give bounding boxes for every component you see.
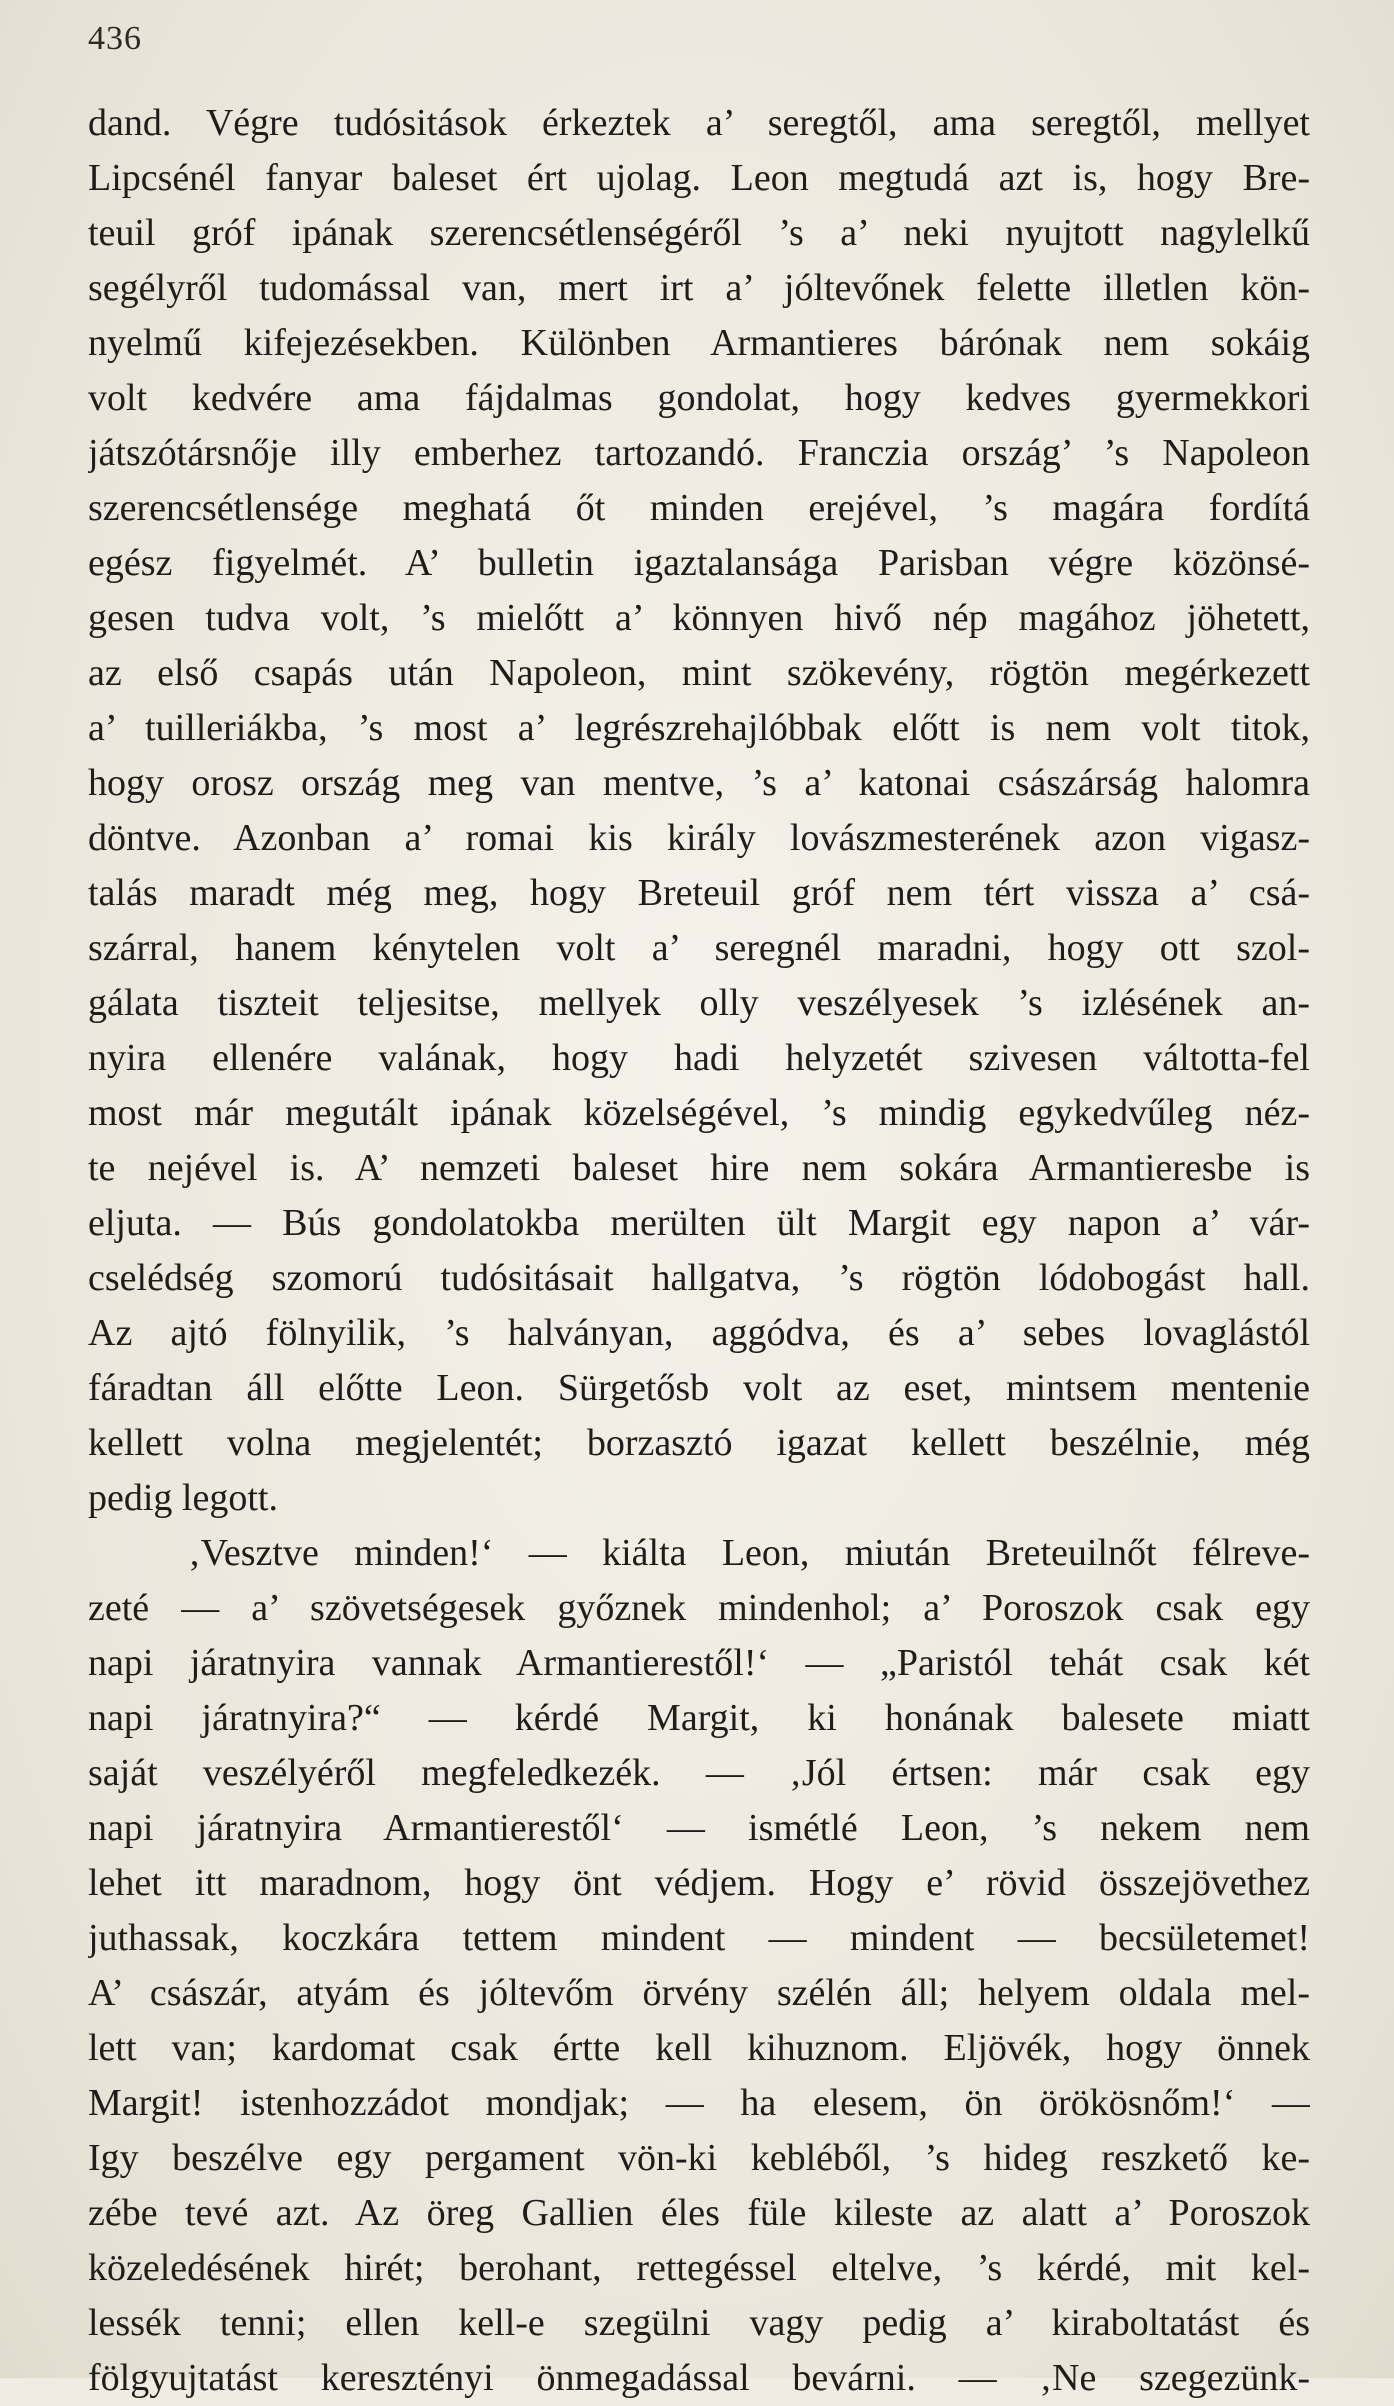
- text-line: fölgyujtatást keresztényi önmegadással bevárni. — ‚Ne szegezünk-: [88, 2357, 1310, 2399]
- text-line: volt kedvére ama fájdalmas gondolat, hogy kedves gyermekkori: [88, 377, 1310, 419]
- text-line: napi járatnyira Armantierestől‘ — ismétlé Leon, ’s nekem nem: [88, 1807, 1310, 1849]
- text-line: játszótársnője illy emberhez tartozandó. Franczia ország’ ’s Napoleon: [88, 432, 1310, 474]
- text-line: nyira ellenére valának, hogy hadi helyzetét szivesen váltotta-fel: [88, 1037, 1310, 1079]
- text-line: Margit! istenhozzádot mondjak; — ha elesem, ön örökösnőm!‘ —: [88, 2082, 1310, 2124]
- text-line: saját veszélyéről megfeledkezék. — ‚Jól értsen: már csak egy: [88, 1752, 1310, 1794]
- text-line: Lipcsénél fanyar baleset ért ujolag. Leon megtudá azt is, hogy Bre-: [88, 157, 1310, 199]
- text-line: gesen tudva volt, ’s mielőtt a’ könnyen hivő nép magához jöhetett,: [88, 597, 1310, 639]
- text-line: lehet itt maradnom, hogy önt védjem. Hogy e’ rövid összejövethez: [88, 1862, 1310, 1904]
- text-line: Igy beszélve egy pergament vön-ki kebléből, ’s hideg reszkető ke-: [88, 2137, 1310, 2179]
- text-line: kellett volna megjelentét; borzasztó igazat kellett beszélnie, még: [88, 1422, 1310, 1464]
- text-line: ‚Vesztve minden!‘ — kiálta Leon, miután Breteuilnőt félreve-: [188, 1532, 1310, 1574]
- text-line: eljuta. — Bús gondolatokba merülten ült Margit egy napon a’ vár-: [88, 1202, 1310, 1244]
- text-line: egész figyelmét. A’ bulletin igaztalansága Parisban végre közönsé-: [88, 542, 1310, 584]
- text-line: dand. Végre tudósitások érkeztek a’ seregtől, ama seregtől, mellyet: [88, 102, 1310, 144]
- text-line: nyelmű kifejezésekben. Különben Armantieres bárónak nem sokáig: [88, 322, 1310, 364]
- text-line: döntve. Azonban a’ romai kis király lovászmesterének azon vigasz-: [88, 817, 1310, 859]
- text-line: segélyről tudomással van, mert irt a’ jóltevőnek felette illetlen kön-: [88, 267, 1310, 309]
- text-line: a’ tuilleriákba, ’s most a’ legrészrehajlóbbak előtt is nem volt titok,: [88, 707, 1310, 749]
- text-line: hogy orosz ország meg van mentve, ’s a’ katonai császárság halomra: [88, 762, 1310, 804]
- text-line: te nejével is. A’ nemzeti baleset hire nem sokára Armantieresbe is: [88, 1147, 1310, 1189]
- text-line: szárral, hanem kénytelen volt a’ seregnél maradni, hogy ott szol-: [88, 927, 1310, 969]
- text-line: most már megutált ipának közelségével, ’s mindig egykedvűleg néz-: [88, 1092, 1310, 1134]
- page-number: 436: [88, 20, 142, 57]
- text-line: juthassak, koczkára tettem mindent — mindent — becsületemet!: [88, 1917, 1310, 1959]
- text-line: A’ császár, atyám és jóltevőm örvény szélén áll; helyem oldala mel-: [88, 1972, 1310, 2014]
- text-line: talás maradt még meg, hogy Breteuil gróf nem tért vissza a’ csá-: [88, 872, 1310, 914]
- text-line: lett van; kardomat csak értte kell kihuznom. Eljövék, hogy önnek: [88, 2027, 1310, 2069]
- text-line: pedig legott.: [88, 1477, 278, 1519]
- text-line: az első csapás után Napoleon, mint szökevény, rögtön megérkezett: [88, 652, 1310, 694]
- text-line: cselédség szomorú tudósitásait hallgatva, ’s rögtön lódobogást hall.: [88, 1257, 1310, 1299]
- text-line: zébe tevé azt. Az öreg Gallien éles füle kileste az alatt a’ Poroszok: [88, 2192, 1310, 2234]
- body-text: [88, 96, 1310, 2406]
- text-line: napi járatnyira?“ — kérdé Margit, ki honának balesete miatt: [88, 1697, 1310, 1739]
- text-line: Az ajtó fölnyilik, ’s halványan, aggódva, és a’ sebes lovaglástól: [88, 1312, 1310, 1354]
- text-line: napi járatnyira vannak Armantierestől!‘ — „Paristól tehát csak két: [88, 1642, 1310, 1684]
- text-line: közeledésének hirét; berohant, rettegéssel eltelve, ’s kérdé, mit kel-: [88, 2247, 1310, 2289]
- text-line: zeté — a’ szövetségesek győznek mindenhol; a’ Poroszok csak egy: [88, 1587, 1310, 1629]
- text-line: szerencsétlensége meghatá őt minden erejével, ’s magára fordítá: [88, 487, 1310, 529]
- text-line: teuil gróf ipának szerencsétlenségéről ’s a’ neki nyujtott nagylelkű: [88, 212, 1310, 254]
- text-line: fáradtan áll előtte Leon. Sürgetősb volt az eset, mintsem mentenie: [88, 1367, 1310, 1409]
- text-line: gálata tiszteit teljesitse, mellyek olly veszélyesek ’s izlésének an-: [88, 982, 1310, 1024]
- text-line: lessék tenni; ellen kell-e szegülni vagy pedig a’ kiraboltatást és: [88, 2302, 1310, 2344]
